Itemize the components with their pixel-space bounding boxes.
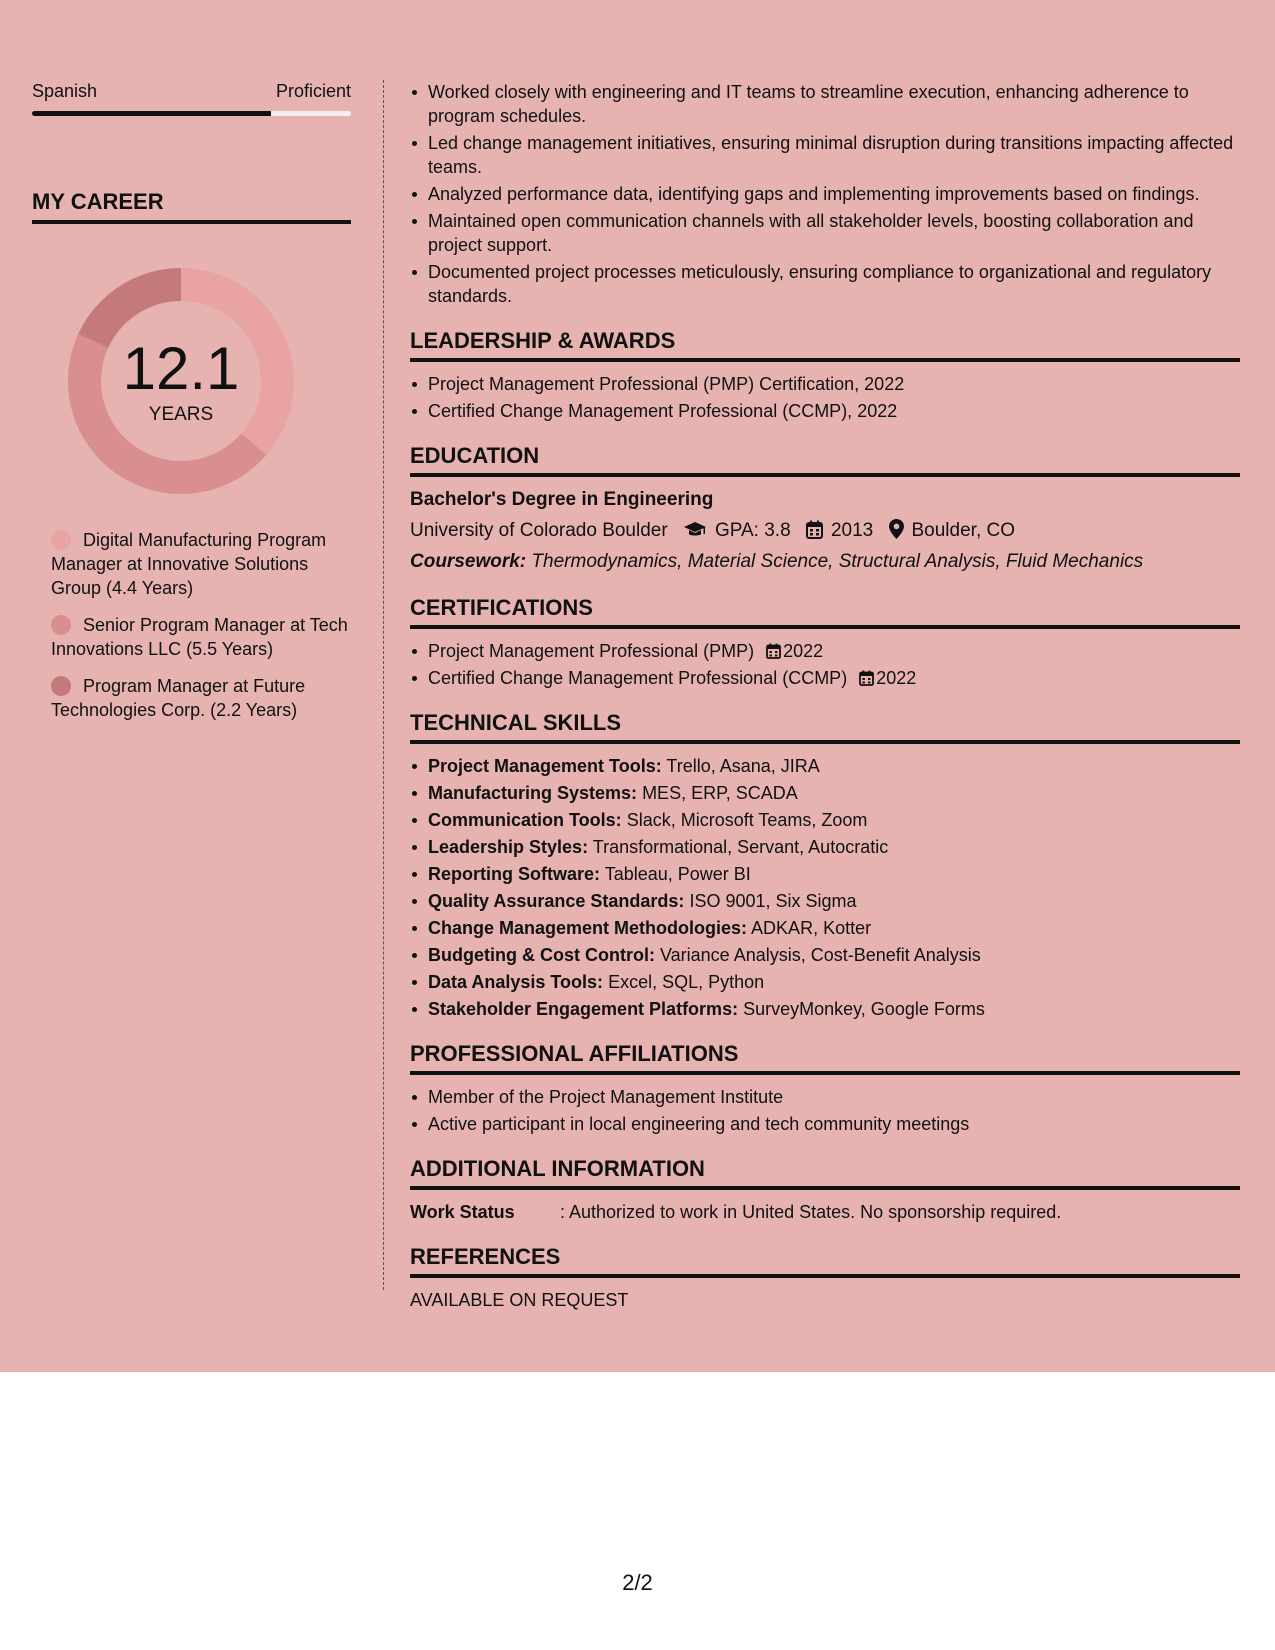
legend-dot-icon <box>51 615 71 635</box>
experience-bullet: Analyzed performance data, identifying gaps and implementing improvements based on findings. <box>410 182 1240 206</box>
affiliations-title: PROFESSIONAL AFFILIATIONS <box>410 1041 1240 1075</box>
certifications-list <box>410 639 1240 690</box>
career-total-unit: YEARS <box>148 404 214 425</box>
language-row <box>32 80 351 102</box>
skill-key: Project Management Tools: <box>428 756 662 776</box>
skill-key: Change Management Methodologies: <box>428 918 748 938</box>
skill-key: Stakeholder Engagement Platforms: <box>428 999 739 1019</box>
certification-name: Project Management Professional (PMP) <box>428 641 755 661</box>
career-total-number: 12.1 <box>122 335 240 402</box>
skill-item <box>410 943 1240 967</box>
certification-item <box>410 666 1240 690</box>
experience-bullet: Worked closely with engineering and IT teams to streamline execution, enhancing adherence to program schedules. <box>410 80 1240 128</box>
career-legend-item <box>51 674 351 722</box>
certification-item <box>410 639 1240 663</box>
career-donut-chart <box>66 266 296 496</box>
skill-value: ISO 9001, Six Sigma <box>689 891 857 911</box>
experience-bullet: Maintained open communication channels with all stakeholder levels, boosting collaboration and project support. <box>410 209 1240 257</box>
career-legend-label: Program Manager at Future Technologies Corp. (2.2 Years) <box>51 676 306 720</box>
location-pin-icon <box>889 519 904 539</box>
work-status-row <box>410 1200 1240 1224</box>
skill-key: Leadership Styles: <box>428 837 589 857</box>
language-proficiency-fill <box>32 111 271 116</box>
graduation-cap-icon <box>683 521 707 539</box>
affiliation-item: Member of the Project Management Institute <box>410 1085 1240 1109</box>
skill-item <box>410 862 1240 886</box>
leadership-item: Certified Change Management Professional (CCMP), 2022 <box>410 399 1240 423</box>
leadership-title: LEADERSHIP & AWARDS <box>410 328 1240 362</box>
skill-key: Reporting Software: <box>428 864 601 884</box>
work-status-value: : Authorized to work in United States. No sponsorship required. <box>560 1202 1062 1222</box>
language-name: Spanish <box>32 81 98 101</box>
skill-value: Slack, Microsoft Teams, Zoom <box>626 810 868 830</box>
calendar-icon <box>806 520 823 539</box>
education-title: EDUCATION <box>410 443 1240 477</box>
skill-item <box>410 889 1240 913</box>
education-coursework <box>410 549 1240 575</box>
career-legend-item <box>51 528 351 600</box>
career-legend-label: Digital Manufacturing Program Manager at Innovative Solutions Group (4.4 Years) <box>51 530 327 598</box>
career-legend <box>32 528 351 722</box>
skills-title: TECHNICAL SKILLS <box>410 710 1240 744</box>
career-legend-label: Senior Program Manager at Tech Innovations LLC (5.5 Years) <box>51 615 348 659</box>
certification-name: Certified Change Management Professional (CCMP) <box>428 668 848 688</box>
calendar-icon <box>766 643 781 659</box>
leadership-list <box>410 372 1240 423</box>
certification-year: 2022 <box>876 668 917 688</box>
certification-year: 2022 <box>783 641 824 661</box>
page-number: 2/2 <box>622 1570 653 1595</box>
skill-item <box>410 835 1240 859</box>
coursework-list: Thermodynamics, Material Science, Structural Analysis, Fluid Mechanics <box>531 551 1144 572</box>
education-school: University of Colorado Boulder <box>410 520 668 541</box>
skill-item <box>410 916 1240 940</box>
calendar-icon <box>859 670 874 686</box>
legend-dot-icon <box>51 530 71 550</box>
language-proficiency-bar <box>32 111 351 116</box>
affiliation-item: Active participant in local engineering and tech community meetings <box>410 1112 1240 1136</box>
education-details <box>410 518 1240 544</box>
left-column <box>32 80 351 735</box>
skill-item <box>410 754 1240 778</box>
education-location: Boulder, CO <box>911 520 1015 541</box>
skill-value: Variance Analysis, Cost-Benefit Analysis <box>659 945 981 965</box>
references-title: REFERENCES <box>410 1244 1240 1278</box>
skill-item <box>410 997 1240 1021</box>
leadership-item: Project Management Professional (PMP) Certification, 2022 <box>410 372 1240 396</box>
column-divider <box>383 80 384 1290</box>
skill-value: Excel, SQL, Python <box>608 972 765 992</box>
skill-value: MES, ERP, SCADA <box>642 783 798 803</box>
certifications-title: CERTIFICATIONS <box>410 595 1240 629</box>
coursework-label: Coursework: <box>410 551 527 572</box>
skills-list <box>410 754 1240 1021</box>
experience-bullet: Documented project processes meticulously, ensuring compliance to organizational and regulatory standards. <box>410 260 1240 308</box>
skill-key: Data Analysis Tools: <box>428 972 604 992</box>
right-column <box>410 80 1240 1312</box>
experience-bullet: Led change management initiatives, ensuring minimal disruption during transitions impacting affected teams. <box>410 131 1240 179</box>
references-text: AVAILABLE ON REQUEST <box>410 1290 629 1310</box>
legend-dot-icon <box>51 676 71 696</box>
skill-value: Trello, Asana, JIRA <box>666 756 820 776</box>
education-degree: Bachelor's Degree in Engineering <box>410 489 714 510</box>
language-level: Proficient <box>275 81 351 101</box>
additional-info-title: ADDITIONAL INFORMATION <box>410 1156 1240 1190</box>
skill-value: Transformational, Servant, Autocratic <box>592 837 889 857</box>
skill-key: Communication Tools: <box>428 810 622 830</box>
skill-item <box>410 781 1240 805</box>
education-year: 2013 <box>830 520 874 541</box>
education-gpa: GPA: 3.8 <box>714 520 791 541</box>
work-status-key: Work Status <box>410 1202 515 1222</box>
skill-item <box>410 970 1240 994</box>
affiliations-list <box>410 1085 1240 1136</box>
career-title: MY CAREER <box>32 189 351 224</box>
skill-key: Quality Assurance Standards: <box>428 891 685 911</box>
skill-value: ADKAR, Kotter <box>751 918 872 938</box>
experience-bullets <box>410 80 1240 308</box>
skill-item <box>410 808 1240 832</box>
skill-key: Budgeting & Cost Control: <box>428 945 655 965</box>
skill-value: Tableau, Power BI <box>604 864 751 884</box>
career-legend-item <box>51 613 351 661</box>
skill-value: SurveyMonkey, Google Forms <box>743 999 985 1019</box>
skill-key: Manufacturing Systems: <box>428 783 638 803</box>
